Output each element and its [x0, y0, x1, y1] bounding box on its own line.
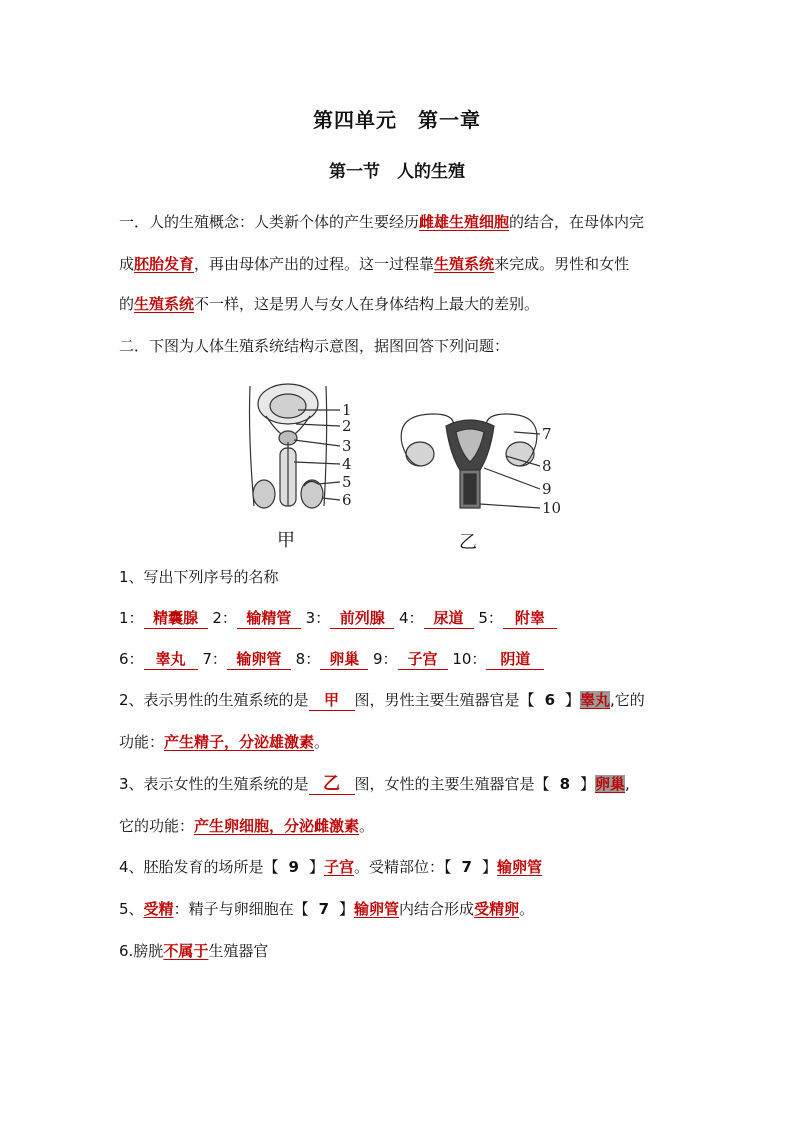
section-title: 第一节 人的生殖: [329, 162, 465, 182]
q2-line1: 2、表示男性的生殖系统的是 甲 图，男性主要生殖器官是【 6 】睾丸,它的: [119, 691, 645, 709]
answer-blank: 子宫: [398, 649, 448, 670]
male-caption: 甲: [277, 530, 295, 551]
q5-line: 5、受精：精子与卵细胞在【 7 】输卵管内结合形成受精卵。: [119, 900, 535, 918]
answer-blank: 甲: [309, 690, 355, 711]
q1-row1: 1： 精囊腺 2： 输精管 3： 前列腺 4： 尿道 5： 附睾: [119, 607, 557, 629]
female-reproductive-figure: [394, 404, 564, 519]
male-label: 6: [342, 491, 352, 509]
female-label: 9: [542, 480, 552, 498]
answer-blank: 睾丸: [144, 649, 198, 670]
answer: 胚胎发育: [134, 255, 195, 273]
chapter-title: 第四单元 第一章: [313, 108, 481, 132]
answer-blank: 卵巢: [320, 649, 368, 670]
answer: 生殖系统: [134, 295, 195, 313]
answer: 输卵管: [496, 858, 542, 876]
male-label: 2: [342, 417, 352, 435]
p2-intro: 二．下图为人体生殖系统结构示意图，据图回答下列问题：: [119, 337, 510, 355]
answer-blank: 前列腺: [330, 608, 394, 629]
answer-blank: 附睾: [503, 608, 557, 629]
answer: 输卵管: [354, 900, 400, 918]
answer-blank: 乙: [309, 774, 355, 795]
male-label: 4: [342, 455, 352, 473]
q6-line: 6.膀胱不属于生殖器官: [119, 942, 269, 960]
female-caption: 乙: [459, 532, 477, 553]
male-label: 3: [342, 437, 352, 455]
female-label: 8: [542, 457, 552, 475]
female-label: 10: [542, 499, 562, 517]
p1-line1: 一．人的生殖概念：人类新个体的产生要经历雌雄生殖细胞的结合，在母体内完: [119, 213, 645, 231]
answer-blank: 输卵管: [227, 649, 291, 670]
q1-label: 1、写出下列序号的名称: [119, 568, 279, 586]
answer: 不属于: [163, 942, 209, 960]
p1-line2: 成胚胎发育，再由母体产出的过程。这一过程靠生殖系统来完成。男性和女性: [119, 255, 630, 273]
q3-line2: 它的功能：产生卵细胞，分泌雌激素。: [119, 817, 375, 835]
p1-line3: 的生殖系统不一样，这是男人与女人在身体结构上最大的差别。: [119, 295, 540, 313]
q2-line2: 功能：产生精子，分泌雄激素。: [119, 733, 330, 751]
answer-blank: 输精管: [237, 608, 301, 629]
answer: 产生卵细胞，分泌雌激素: [194, 817, 360, 835]
answer: 雌雄生殖细胞: [419, 213, 510, 231]
answer: 受精卵: [474, 900, 520, 918]
male-label: 5: [342, 473, 352, 491]
answer: 子宫: [324, 858, 355, 876]
q3-line1: 3、表示女性的生殖系统的是 乙 图，女性的主要生殖器官是【 8 】卵巢,: [119, 774, 630, 794]
q4-line: 4、胚胎发育的场所是【 9 】子宫。受精部位：【 7 】输卵管: [119, 858, 542, 876]
answer: 产生精子，分泌雄激素: [164, 733, 315, 751]
answer: 生殖系统: [434, 255, 495, 273]
male-label: 1: [342, 401, 352, 419]
answer-blank: 尿道: [424, 608, 474, 629]
answer: 睾丸: [580, 691, 611, 709]
female-label: 7: [542, 425, 552, 443]
q1-row2: 6： 睾丸 7： 输卵管 8： 卵巢 9： 子宫 10： 阴道: [119, 648, 544, 670]
answer-blank: 阴道: [486, 649, 544, 670]
male-reproductive-figure: [236, 376, 366, 521]
answer: 受精: [143, 900, 174, 918]
answer-blank: 精囊腺: [144, 608, 208, 629]
answer: 卵巢: [595, 775, 626, 793]
